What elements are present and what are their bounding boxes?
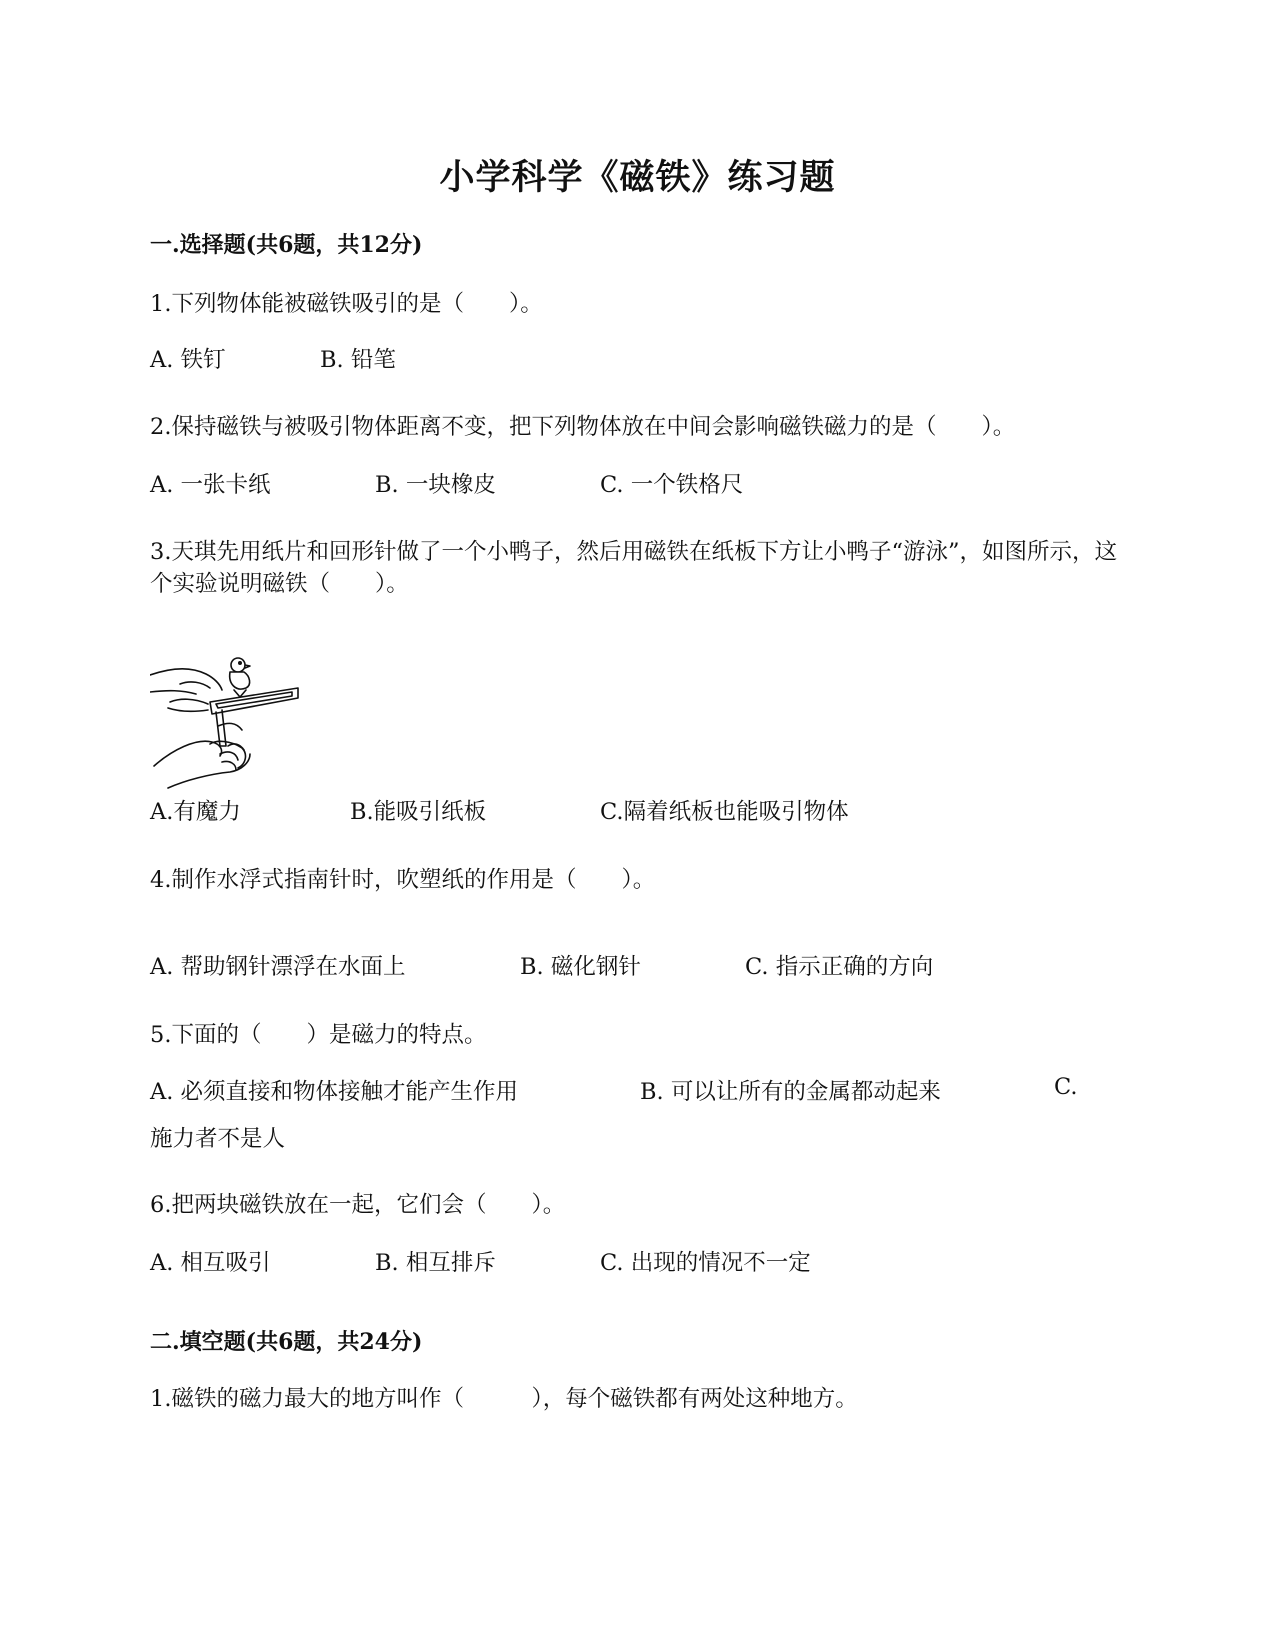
question-1: 1.下列物体能被磁铁吸引的是（ ）。 [150, 291, 543, 317]
question-6-options [150, 1245, 1130, 1277]
question-3-options [150, 794, 1130, 826]
option-b: B.能吸引纸板 [350, 799, 487, 825]
option-c: C.隔着纸板也能吸引物体 [600, 799, 849, 825]
option-b: B. 铅笔 [320, 347, 396, 373]
option-c: C. [1054, 1074, 1078, 1100]
option-a: A. 相互吸引 [150, 1250, 271, 1276]
option-c: C. 指示正确的方向 [745, 954, 934, 980]
question-5-options [150, 1074, 1130, 1106]
question-2: 2.保持磁铁与被吸引物体距离不变，把下列物体放在中间会影响磁铁磁力的是（ ）。 [150, 414, 1016, 440]
option-b: B. 可以让所有的金属都动起来 [640, 1079, 941, 1105]
option-a: A. 帮助钢针漂浮在水面上 [150, 954, 406, 980]
fill-question-1: 1.磁铁的磁力最大的地方叫作（ ），每个磁铁都有两处这种地方。 [150, 1386, 858, 1412]
option-c: C. 一个铁格尺 [600, 472, 744, 498]
page-title: 小学科学《磁铁》练习题 [439, 157, 836, 198]
option-a: A. 一张卡纸 [150, 472, 271, 498]
option-b: B. 相互排斥 [375, 1250, 496, 1276]
question-6: 6.把两块磁铁放在一起，它们会（ ）。 [150, 1192, 566, 1218]
option-a: A.有魔力 [150, 799, 241, 825]
question-5-options-continued [150, 1121, 1130, 1153]
question-5: 5.下面的（ ）是磁力的特点。 [150, 1022, 487, 1048]
section-heading-fill-in-blank: 二.填空题(共6题，共24分) [150, 1329, 423, 1355]
option-a: A. 必须直接和物体接触才能产生作用 [150, 1079, 519, 1105]
option-b: B. 磁化钢针 [520, 954, 641, 980]
question-2-options [150, 467, 1130, 499]
question-1-options [150, 342, 1130, 374]
duck-magnet-experiment-illustration [150, 650, 320, 790]
option-c-text: 施力者不是人 [150, 1126, 286, 1152]
option-b: B. 一块橡皮 [375, 472, 496, 498]
question-4-options [150, 949, 1130, 981]
question-4: 4.制作水浮式指南针时，吹塑纸的作用是（ ）。 [150, 867, 656, 893]
option-c: C. 出现的情况不一定 [600, 1250, 811, 1276]
option-a: A. 铁钉 [150, 347, 226, 373]
section-heading-multiple-choice: 一.选择题(共6题，共12分) [150, 232, 423, 258]
question-3: 3.天琪先用纸片和回形针做了一个小鸭子，然后用磁铁在纸板下方让小鸭子“游泳”，如图所示，这个实验说明磁铁（ ）。 [150, 539, 1117, 597]
